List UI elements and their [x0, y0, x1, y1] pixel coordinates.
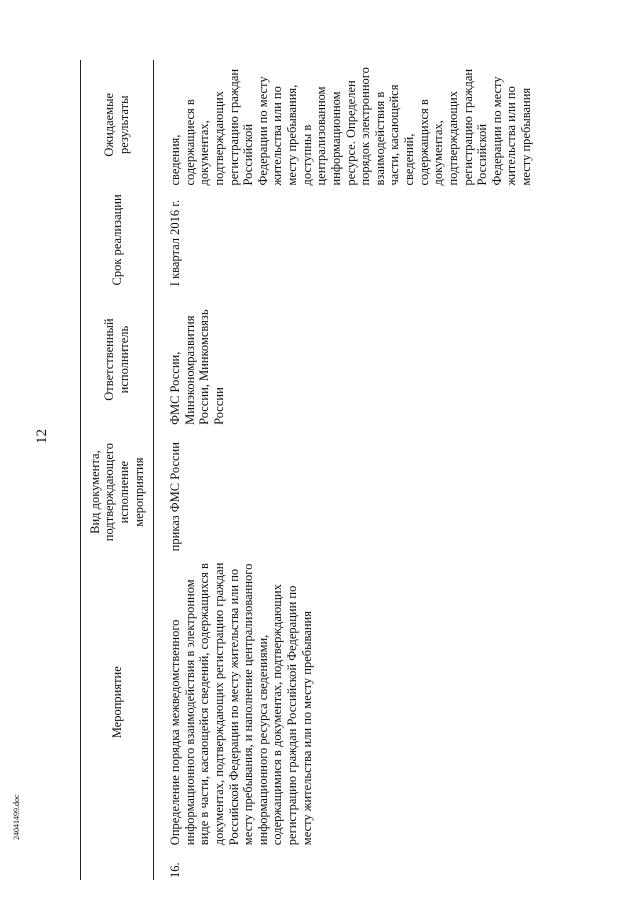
- footer-doc-code: 24041499.doc: [12, 794, 21, 840]
- row-measure: Определение порядка межведомственного информационного взаимодействия в электронном виде в части, касающейся сведений, содержащихся в документах, подтверждающих регистрацию граждан Российской Федерации по месту жительства или по месту пребывания, и наполнение централизованного информационного ресурса сведениями, содержащимися в документах, подтверждающих регистрацию граждан Российской Федерации по месту жительства или по месту пребывания: [168, 562, 314, 846]
- header-results: Ожидаемые результаты: [81, 60, 154, 190]
- row-number: 16.: [168, 862, 182, 878]
- table-header-row: [81, 60, 154, 880]
- header-document: Вид документа, подтверждающего исполнение мероприятия: [81, 429, 154, 555]
- row-deadline: I квартал 2016 г.: [168, 199, 182, 287]
- row-executor: ФМС России, Минэкономразвития России, Минкомсвязь России: [168, 309, 226, 425]
- header-executor: Ответственный исполнитель: [81, 290, 154, 429]
- measures-table: [80, 60, 534, 880]
- rotated-table-container: [80, 60, 575, 880]
- header-measure: Мероприятие: [81, 555, 154, 849]
- header-number: [81, 849, 154, 880]
- page-number: 12: [34, 429, 50, 444]
- row-document: приказ ФМС России: [168, 442, 182, 552]
- row-results: сведения, содержащиеся в документах, подтверждающих регистрацию граждан Российской Федерации по месту жительства или по месту пребывания, доступны в централизованном информационном ресурсе. Определен порядок электронного взаимодействия в части, касающейся сведений, содержащихся в документах, подтверждающих регистрацию граждан Российской Федерации по месту жительства или по месту пребывания: [168, 67, 533, 186]
- table-row: [154, 60, 534, 880]
- header-deadline: Срок реализации: [81, 190, 154, 291]
